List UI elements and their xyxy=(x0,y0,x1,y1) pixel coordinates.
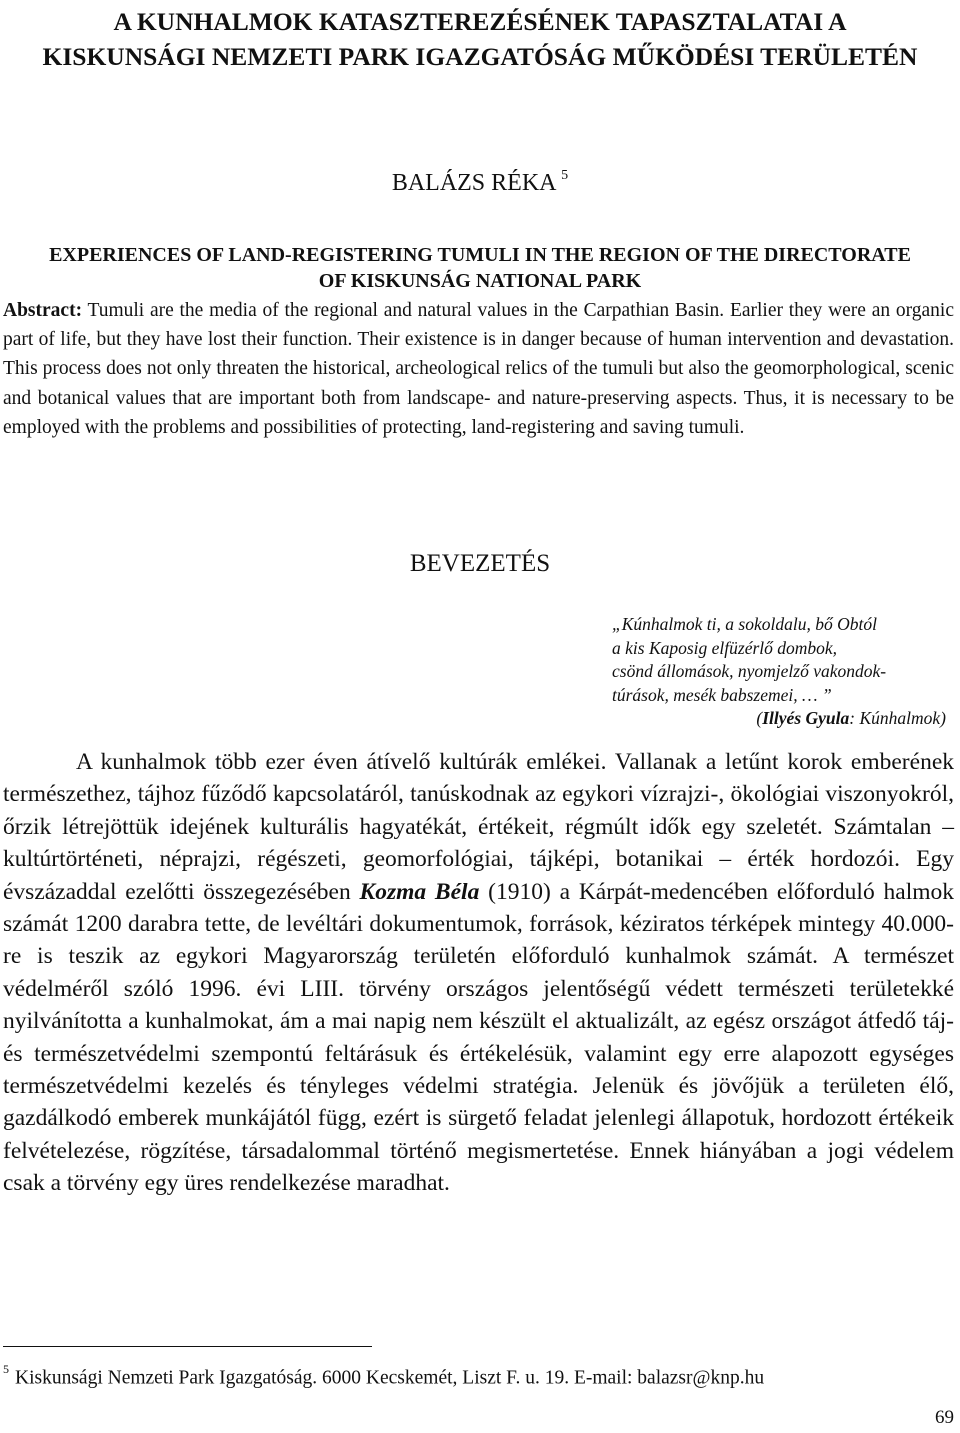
page-number: 69 xyxy=(935,1407,954,1428)
cited-author: Kozma Béla xyxy=(359,878,480,905)
footnote-text: Kiskunsági Nemzeti Park Igazgatóság. 6000 Kecskemét, Liszt F. u. 19. E-mail: balazsr@knp.hu xyxy=(15,1367,765,1389)
author-line xyxy=(0,162,960,199)
motto-attribution xyxy=(612,707,957,731)
motto-attribution-rest: : Kúnhalmok) xyxy=(849,708,946,728)
body-text-part2: (1910) a Kárpát-medencében előforduló halmok számát 1200 darabra tette, de levéltári dokumentumok, források, kéziratos térképek mintegy 40.000-re is teszik az egykori Magyarország területén előforduló kunhalmok számát. A természet védelméről szóló 1996. évi LIII. törvény országos jelentőségű védett természeti területekké nyilvánította a kunhalmokat, ám a mai napig nem készült el aktualizált, az egész országot átfedő táj- és természetvédelmi szempontú feltárásuk és értékelésük, valamint egy erre alapozott egységes természetvédelmi kezelés és tényleges védelmi stratégia. Jelenük és jövőjük a területen élő, gazdálkodó emberek munkájától függ, ezért is sürgető feladat jelenlegi állapotuk, hordozott értékeik felvételezése, rögzítése, társadalommal történő megismertetése. Ennek hiányában a jogi védelem csak a törvény egy üres rendelkezése maradhat. xyxy=(3,878,955,1197)
motto-attribution-author: Illyés Gyula xyxy=(762,708,850,728)
body-paragraph xyxy=(3,746,954,1200)
motto-line: „Kúnhalmok ti, a sokoldalu, bő Obtól xyxy=(612,614,877,634)
abstract-text: Tumuli are the media of the regional and natural values in the Carpathian Basin. Earlier they were an organic part of life, but they have lost their function. Their existence is in danger because of human intervention and devastation. This process does not only threaten the historical, archeological relics of the tumuli but also the geomorphological, scenic and botanical values that are important both from landscape- and nature-preserving aspects. Thus, it is necessary to be employed with the problems and possibilities of protecting, land-registering and saving tumuli. xyxy=(3,300,954,438)
author-footnote-mark: 5 xyxy=(561,168,569,183)
motto-quote xyxy=(612,613,957,731)
footnote-mark: 5 xyxy=(3,1362,9,1376)
motto-line: a kis Kaposig elfüzérlő dombok, xyxy=(612,637,838,658)
author-name: BALÁZS RÉKA xyxy=(391,170,556,196)
motto-attribution-open: ( xyxy=(756,708,763,728)
footnote xyxy=(3,1359,954,1392)
body-text-part1: A kunhalmok több ezer éven átívelő kultúrák emlékei. Vallanak a letűnt korok emberének természethez, tájhoz fűződő kapcsolatáról, tanúskodnak az egykori vízrajzi-, ökológiai viszonyokról, őrzik létrejöttük idejének kulturális hagyatékát, értékeit, régmúlt idők egy szeletét. Számtalan – kultúrtörténeti, néprajzi, régészeti, geomorfológiai, tájképi, botanikai – érték hordozói. Egy évszázaddal ezelőtti összegezésében xyxy=(3,749,954,905)
motto-line: csönd állomások, nyomjelző vakondok- xyxy=(612,661,887,681)
footnote-divider xyxy=(3,1346,372,1347)
motto-line: túrások, mesék babszemei, … ” xyxy=(612,684,832,705)
title-english: EXPERIENCES OF LAND-REGISTERING TUMULI IN THE REGION OF THE DIRECTORATE OF KISKUNSÁG NATIONAL PARK xyxy=(49,244,911,292)
abstract-label: Abstract: xyxy=(3,300,83,321)
abstract xyxy=(3,296,954,442)
section-heading: BEVEZETÉS xyxy=(409,550,551,577)
title-hungarian: A KUNHALMOK KATASZTEREZÉSÉNEK TAPASZTALATAI A KISKUNSÁGI NEMZETI PARK IGAZGATÓSÁG MŰKÖDÉSI TERÜLETÉN xyxy=(42,7,918,71)
